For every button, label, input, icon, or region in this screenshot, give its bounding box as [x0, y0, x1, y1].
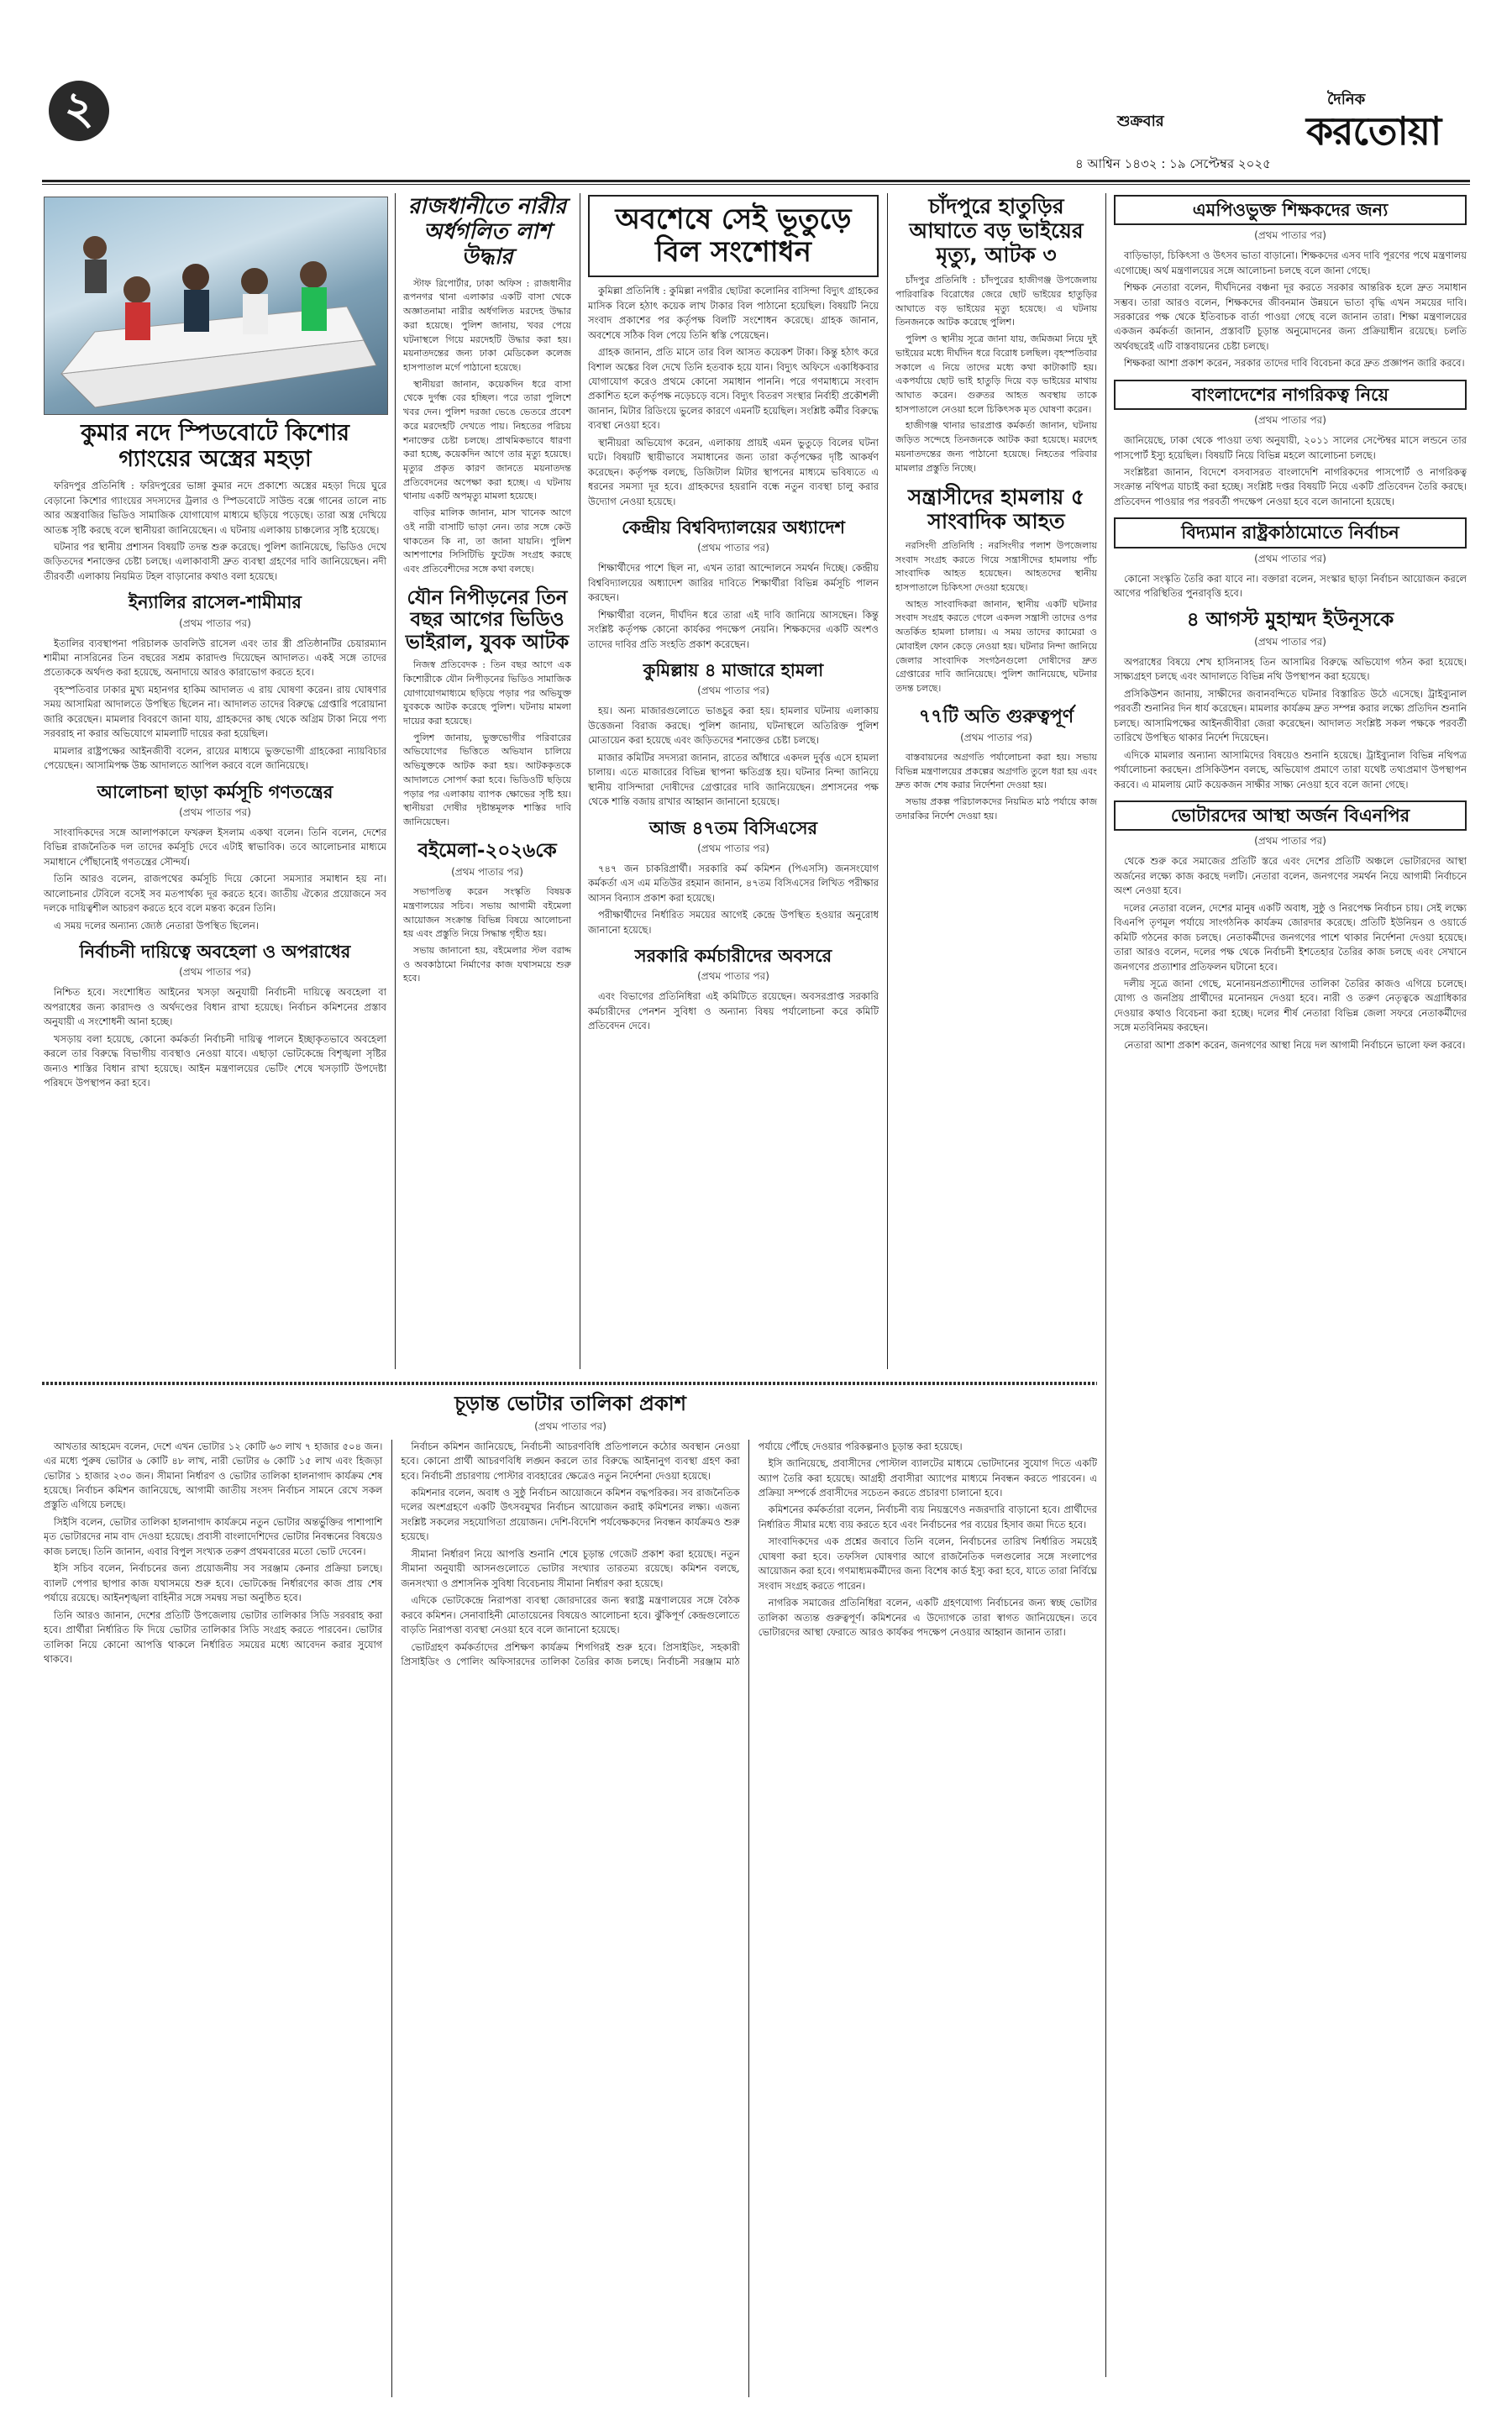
headline-col5-5: ভোটারদের আস্থা অর্জন বিএনপির [1170, 806, 1410, 827]
body-col2-3: সভাপতিত্ব করেন সংস্কৃতি বিষয়ক মন্ত্রণালয়ের সচিব। সভায় আগামী বইমেলা আয়োজন সংক্রান্ত বিভিন্ন বিষয়ে আলোচনা হয় এবং প্রস্তুতি নিয়ে সিদ্ধান্ত গৃহীত হয়। [403, 886, 571, 940]
cont-col5-4: (প্রথম পাতার পর) [1254, 635, 1326, 648]
headline-bottom: চূড়ান্ত ভোটার তালিকা প্রকাশ [454, 1392, 686, 1415]
cont-col5: (প্রথম পাতার পর) [1254, 229, 1326, 242]
paper-name-top: দৈনিক [1327, 91, 1366, 108]
body-col4: চাঁদপুর প্রতিনিধি : চাঁদপুরের হাজীগঞ্জ উপজেলায় পারিবারিক বিরোধের জেরে ছোট ভাইয়ের হাতুড়ির আঘাতে বড় ভাইয়ের মৃত্যু হয়েছে। এ ঘটনায় তিনজনকে আটক করেছে পুলিশ। [895, 275, 1097, 328]
headline-box-col3 [588, 195, 879, 277]
headline-col3-4: আজ ৪৭তম বিসিএসের [648, 817, 818, 838]
headline-col3-3: কুমিল্লায় ৪ মাজারে হামলা [643, 660, 824, 681]
body-col4-3: বাস্তবায়নের অগ্রগতি পর্যালোচনা করা হয়। সভায় বিভিন্ন মন্ত্রণালয়ের প্রকল্পের অগ্রগতি তুলে ধরা হয় এবং দ্রুত কাজ শেষ করার নির্দেশনা দেওয়া হয়। [895, 752, 1097, 791]
headline-col3-2: কেন্দ্রীয় বিশ্ববিদ্যালয়ের অধ্যাদেশ [622, 517, 845, 538]
headline-col3-5: সরকারি কর্মচারীদের অবসরে [634, 946, 832, 967]
cont-col5-2: (প্রথম পাতার পর) [1254, 414, 1326, 427]
photo-image [45, 197, 387, 414]
body-col4-2: নরসিংদী প্রতিনিধি : নরসিংদীর পলাশ উপজেলায় সংবাদ সংগ্রহ করতে গিয়ে সন্ত্রাসীদের হামলায় পাঁচ সাংবাদিক আহত হয়েছেন। আহতদের স্থানীয় হাসপাতালে চিকিৎসা দেওয়া হয়েছে। [895, 539, 1097, 593]
headline-col1-3: আলোচনা ছাড়া কর্মসূচি গণতন্ত্রের [97, 781, 333, 802]
paper-name: করতোয়া [1306, 108, 1441, 154]
headline-col4: চাঁদপুরে হাতুড়ির আঘাতে বড় ভাইয়ের মৃত্যু, আটক ৩ [909, 194, 1084, 267]
body-col5-5: থেকে শুরু করে সমাজের প্রতিটি স্তরে এবং দেশের প্রতিটি অঞ্চলে ভোটারদের আস্থা অর্জনের লক্ষ্যে কাজ করছে দলটি। নেতারা বলেন, জনগণের সমর্থন নিয়ে আগামী নির্বাচনে অংশ নেওয়া হবে। [1114, 855, 1467, 897]
body-col3-4: ৭৪৭ জন চাকরিপ্রার্থী। সরকারি কর্ম কমিশন (পিএসসি) জনসংযোগ কর্মকর্তা এস এম মতিউর রহমান জানান, ৪৭তম বিসিএসের লিখিত পরীক্ষার আসন বিন্যাস প্রকাশ করা হয়েছে। [588, 862, 879, 904]
body-col1-4: নিশ্চিত হবে। সংশোধিত আইনের খসড়া অনুযায়ী নির্বাচনী দায়িত্বে অবহেলা বা অপরাধের জন্য কারাদণ্ড ও অর্থদণ্ডের বিধান রাখা হয়েছে। নির্বাচন কমিশনের প্রস্তাব অনুযায়ী এ সংশোধনী আনা হচ্ছে। [44, 986, 386, 1028]
body-col2: স্টাফ রিপোর্টার, ঢাকা অফিস : রাজধানীর রূপনগর থানা এলাকার একটি বাসা থেকে অজ্ঞাতনামা নারীর অর্ধগলিত মরদেহ উদ্ধার করা হয়েছে। পুলিশ জানায়, খবর পেয়ে ঘটনাস্থলে গিয়ে মরদেহটি উদ্ধার করা হয়। ময়নাতদন্তের জন্য ঢাকা মেডিকেল কলেজ হাসপাতাল মর্গে পাঠানো হয়েছে। [403, 277, 571, 373]
body-col2-2: নিজস্ব প্রতিবেদক : তিন বছর আগে এক কিশোরীকে যৌন নিপীড়নের ভিডিও সামাজিক যোগাযোগমাধ্যমে ছড়িয়ে পড়ার পর অভিযুক্ত যুবককে আটক করেছে পুলিশ। ঘটনায় মামলা দায়ের করা হয়েছে। [403, 659, 571, 727]
body-col5: বাড়িভাড়া, চিকিৎসা ও উৎসব ভাতা বাড়ানো। শিক্ষকদের এসব দাবি পূরণের পথে মন্ত্রণালয় এগোচ্ছে। অর্থ মন্ত্রণালয়ের সঙ্গে আলোচনা চলছে বলে জানা গেছে। [1114, 249, 1467, 276]
body-col5-2: জানিয়েছে, ঢাকা থেকে পাওয়া তথ্য অনুযায়ী, ২০১১ সালের সেপ্টেম্বর মাসে লন্ডনে তার পাসপোর্ট ইস্যু হয়েছিল। বিষয়টি নিয়ে বিভিন্ন মহলে আলোচনা চলছে। [1114, 434, 1467, 461]
masthead-day: শুক্রবার [1117, 113, 1164, 130]
headline-col5-2: বাংলাদেশের নাগরিকত্ব নিয়ে [1192, 384, 1389, 405]
headline-col2-2: যৌন নিপীড়নের তিন বছর আগের ভিডিও ভাইরাল, যুবক আটক [405, 586, 570, 653]
cont-col3-2: (প্রথম পাতার পর) [697, 542, 769, 554]
headline-box-col5-2 [1114, 380, 1467, 410]
photo-speedboat [44, 197, 388, 415]
cont-col5-5: (প্রথম পাতার পর) [1254, 835, 1326, 848]
body-col1-3: সাংবাদিকদের সঙ্গে আলাপকালে ফখরুল ইসলাম একথা বলেন। তিনি বলেন, দেশের বিভিন্ন রাজনৈতিক দল তাদের কর্মসূচি দেবে এটাই স্বাভাবিক। তবে আলোচনার মাধ্যমে সমাধানে পৌঁছানোই গণতন্ত্রের সৌন্দর্য। [44, 826, 386, 868]
cont-col3-3: (প্রথম পাতার পর) [697, 685, 769, 697]
body-col3-5: এবং বিভাগের প্রতিনিধিরা এই কমিটিতে রয়েছেন। অবসরপ্রাপ্ত সরকারি কর্মচারীদের পেনশন সুবিধা ও অন্যান্য বিষয় পর্যালোচনা করে কমিটি প্রতিবেদন দেবে। [588, 990, 879, 1032]
headline-col5: এমপিওভুক্ত শিক্ষকদের জন্য [1192, 200, 1389, 220]
masthead-date: ৪ আশ্বিন ১৪৩২ : ১৯ সেপ্টেম্বর ২০২৫ [1075, 156, 1271, 171]
cont-col2-3: (প্রথম পাতার পর) [451, 866, 523, 879]
headline-col5-3: বিদ্যমান রাষ্ট্রকাঠামোতে নির্বাচন [1181, 522, 1399, 543]
headline-col3: অবশেষে সেই ভূতুড়ে বিল সংশোধন [615, 202, 852, 270]
page-number-badge [49, 81, 109, 141]
cont-col5-3: (প্রথম পাতার পর) [1254, 552, 1326, 564]
body-col5-4: অপরাধের বিষয়ে শেখ হাসিনাসহ তিন আসামির বিরুদ্ধে অভিযোগ গঠন করা হয়েছে। সাক্ষ্যগ্রহণ চলছে এবং আদালতে বিভিন্ন নথি উপস্থাপন করা হয়েছে। [1114, 655, 1467, 683]
headline-col5-4: ৪ আগস্ট মুহাম্মদ ইউনূসকে [1186, 609, 1394, 632]
body-col3-3: হয়। অন্য মাজারগুলোতে ভাঙচুর করা হয়। হামলার ঘটনায় এলাকায় উত্তেজনা বিরাজ করছে। পুলিশ জানায়, ঘটনাস্থলে অতিরিক্ত পুলিশ মোতায়েন করা হয়েছে এবং জড়িতদের শনাক্তের চেষ্টা চলছে। [588, 705, 879, 747]
body-col1: ফরিদপুর প্রতিনিধি : ফরিদপুরের ভাঙ্গা কুমার নদে প্রকাশ্যে অস্ত্রের মহড়া দিয়ে ঘুরে বেড়ানো কিশোর গ্যাংয়ের সদস্যদের ট্রলার ও স্পিডবোটে সাউন্ড বক্সে গানের তালে নাচ আর অস্ত্রবাজির ভিডিও সামাজিক যোগাযোগ মাধ্যমে ছড়িয়ে পড়েছে। তারা অস্ত্র দেখিয়ে আতঙ্ক সৃষ্টি করছে বলে স্থানীয়রা জানিয়েছেন। এ ঘটনায় এলাকায় চাঞ্চল্যের সৃষ্টি হয়েছে। [44, 480, 386, 536]
masthead-rule [42, 180, 1470, 182]
headline-col2-3: বইমেলা-২০২৬কে [417, 839, 557, 862]
headline-box-col5-3 [1114, 517, 1467, 548]
headline-col4-3: ৭৭টি অতি গুরুত্বপূর্ণ [918, 706, 1074, 727]
cont-col1-2: (প্রথম পাতার পর) [179, 617, 251, 629]
cont-col3-5: (প্রথম পাতার পর) [697, 970, 769, 983]
headline-box-col5 [1114, 195, 1467, 225]
page-number: ২ [64, 81, 94, 134]
cont-col4-3: (প্রথম পাতার পর) [960, 732, 1032, 744]
cont-col1-4: (প্রথম পাতার পর) [179, 966, 251, 979]
cont-bottom: (প্রথম পাতার পর) [534, 1420, 606, 1432]
headline-col1-4: নির্বাচনী দায়িত্বে অবহেলা ও অপরাধের [79, 942, 351, 963]
section-divider [42, 1382, 1097, 1385]
newspaper-page: ২ শুক্রবার ৪ আশ্বিন ১৪৩২ : ১৯ সেপ্টেম্বর ২০২৫ দৈনিক করতোয়া কুমার নদে স্পিডবোটে কিশোর গ্যাংয়ের অস্ত্রের মহড়া ফরিদপুর প্রতিনিধি : ফরিদপুরের ভাঙ্গা কুমার নদে প্রকাশ্যে অস্ত্রের মহড়া দিয়ে ঘুরে বেড়ানো কিশোর গ্যাংয়ের সদস্যদের ট্রলার ও স্পিডবোটে সাউন্ড বক্সে গানের তালে নাচ আর অস্ত্রবাজির ভিডিও সামাজিক যোগাযোগ মাধ্যমে ছড়িয়ে পড়েছে। তারা অস্ত্র দেখিয়ে আতঙ্ক সৃষ্টি করছে বলে স্থানীয়রা জানিয়েছেন। এ ঘটনায় এলাকায় চাঞ্চল্যের সৃষ্টি হয়েছে। ঘটনার পর স্থানীয় প্রশাসন বিষয়টি তদন্ত শুরু করেছে। পুলিশ জানিয়েছে, ভিডিও দেখে জড়িতদের শনাক্তের চেষ্টা চলছে। এলাকাবাসী দ্রুত ব্যবস্থা গ্রহণের দাবি জানিয়েছেন। নদী তীরবর্তী এলাকায় নিয়মিত টহল বাড়ানোর কথাও বলা হয়েছে। ইন্যালির রাসেল-শামীমার (প্রথম পাতার পর) ইতালির ব্যবস্থাপনা পরিচালক ডাবলিউ রাসেল এবং তার স্ত্রী প্রতিষ্ঠানটির চেয়ারম্যান শামীমা নাসরিনের তিন বছরের সশ্রম কারাদণ্ড দিয়েছেন আদালত। একই সঙ্গে তাদের প্রত্যেককে অর্থদণ্ড করা হয়েছে, অনাদায়ে আরও কারাভোগ করতে হবে। বৃহস্পতিবার ঢাকার মুখ্য মহানগর হাকিম আদালত এ রায় ঘোষণা করেন। রায় ঘোষণার সময় আসামিরা আদালতে উপস্থিত ছিলেন না। আদালত তাদের বিরুদ্ধে গ্রেপ্তারি পরোয়ানা জারি করেছেন। মামলার বিবরণে জানা যায়, গ্রাহকদের কাছ থেকে অগ্রিম টাকা নিয়ে পণ্য সরবরাহ না করার অভিযোগে মামলাটি দায়ের করা হয়েছিল। মামলার রাষ্ট্রপক্ষের আইনজীবী বলেন, রায়ের মাধ্যমে ভুক্তভোগী গ্রাহকেরা ন্যায়বিচার পেয়েছেন। আসামিপক্ষ উচ্চ আদালতে আপিল করবে বলে জানিয়েছে। আলোচনা ছাড়া কর্মসূচি গণতন্ত্রের (প্রথম পাতার পর) সাংবাদিকদের সঙ্গে আলাপকালে ফখরুল ইসলাম একথা বলেন। তিনি বলেন, দেশের বিভিন্ন রাজনৈতিক দল তাদের কর্মসূচি দেবে এটাই স্বাভাবিক। তবে আলোচনার মাধ্যমে সমাধানে পৌঁছানোই গণতন্ত্রের সৌন্দর্য। তিনি আরও বলেন, রাজপথের কর্মসূচি দিয়ে কোনো সমস্যার সমাধান হয় না। আলোচনার টেবিলে বসেই সব মতপার্থক্য দূর করতে হবে। জাতীয় ঐক্যের প্রয়োজনে সব দলকে দায়িত্বশীল আচরণ করতে হবে বলে মন্তব্য করেন তিনি। এ সময় দলের অন্যান্য জ্যেষ্ঠ নেতারা উপস্থিত ছিলেন। নির্বাচনী দায়িত্বে অবহেলা ও অপরাধের (প্রথম পাতার পর) নিশ্চিত হবে। সংশোধিত আইনের খসড়া অনুযায়ী নির্বাচনী দায়িত্বে অবহেলা বা অপরাধের জন্য কারাদণ্ড ও অর্থদণ্ডের বিধান রাখা হয়েছে। নির্বাচন কমিশনের প্রস্তাব অনুযায়ী এ সংশোধনী আনা হচ্ছে। খসড়ায় বলা হয়েছে, কোনো কর্মকর্তা নির্বাচনী দায়িত্ব পালনে ইচ্ছাকৃতভাবে অবহেলা করলে তার বিরুদ্ধে বিভাগীয় ব্যবস্থাও নেওয়া যাবে। এছাড়া ভোটকেন্দ্রে বিশৃঙ্খলা সৃষ্টির জন্যও শাস্তির বিধান রাখা হয়েছে। আইন মন্ত্রণালয়ের ভেটিং শেষে খসড়াটি উপদেষ্টা পরিষদে উপস্থাপন করা হবে। রাজধানীতে নারীর অর্ধগলিত লাশ উদ্ধার স্টাফ রিপোর্টার, ঢাকা অফিস : রাজধানীর রূপনগর থানা এলাকার একটি বাসা থেকে অজ্ঞাতনামা নারীর অর্ধগলিত মরদেহ উদ্ধার করা হয়েছে। পুলিশ জানায়, খবর পেয়ে ঘটনাস্থলে গিয়ে মরদেহটি উদ্ধার করা হয়। ময়নাতদন্তের জন্য ঢাকা মেডিকেল কলেজ হাসপাতাল মর্গে পাঠানো হয়েছে। স্থানীয়রা জানান, কয়েকদিন ধরে বাসা থেকে দুর্গন্ধ বের হচ্ছিল। পরে তারা পুলিশে খবর দেন। পুলিশ দরজা ভেঙে ভেতরে প্রবেশ করে মরদেহটি দেখতে পায়। নিহতের পরিচয় শনাক্তের চেষ্টা চলছে। প্রাথমিকভাবে ধারণা করা হচ্ছে, কয়েকদিন আগে তার মৃত্যু হয়েছে। মৃত্যুর প্রকৃত কারণ জানতে ময়নাতদন্ত প্রতিবেদনের অপেক্ষা করা হচ্ছে। এ ঘটনায় থানায় একটি অপমৃত্যু মামলা হয়েছে। বাড়ির মালিক জানান, মাস খানেক আগে ওই নারী বাসাটি ভাড়া নেন। তার সঙ্গে কেউ থাকতেন কি না, তা জানা যায়নি। পুলিশ আশপাশের সিসিটিভি ফুটেজ সংগ্রহ করছে এবং প্রতিবেশীদের সঙ্গে কথা বলছে। যৌন নিপীড়নের তিন বছর আগের ভিডিও ভাইরাল, যুবক আটক নিজস্ব প্রতিবেদক : তিন বছর আগে এক কিশোরীকে যৌন নিপীড়নের ভিডিও সামাজিক যোগাযোগমাধ্যমে ছড়িয়ে পড়ার পর অভিযুক্ত যুবককে আটক করেছে পুলিশ। ঘটনায় মামলা দায়ের করা হয়েছে। পুলিশ জানায়, ভুক্তভোগীর পরিবারের অভিযোগের ভিত্তিতে অভিযান চালিয়ে অভিযুক্তকে আটক করা হয়। আটককৃতকে আদালতে সোপর্দ করা হবে। ভিডিওটি ছড়িয়ে পড়ার পর এলাকায় ব্যাপক ক্ষোভের সৃষ্টি হয়। স্থানীয়রা দোষীর দৃষ্টান্তমূলক শাস্তির দাবি জানিয়েছেন। বইমেলা-২০২৬কে (প্রথম পাতার পর) সভাপতিত্ব করেন সংস্কৃতি বিষয়ক মন্ত্রণালয়ের সচিব। সভায় আগামী বইমেলা আয়োজন সংক্রান্ত বিভিন্ন বিষয়ে আলোচনা হয় এবং প্রস্তুতি নিয়ে সিদ্ধান্ত গৃহীত হয়। সভায় জানানো হয়, বইমেলার স্টল বরাদ্দ ও অবকাঠামো নির্মাণের কাজ যথাসময়ে শুরু হবে। অবশেষে সেই ভূতুড়ে বিল সংশোধন কুমিল্লা প্রতিনিধি : কুমিল্লা নগরীর ছোটরা কলোনির বাসিন্দা বিদ্যুৎ গ্রাহকের মাসিক বিলে হঠাৎ কয়েক লাখ টাকার বিল পাঠানো হয়েছিল। বিষয়টি নিয়ে সংবাদ প্রকাশের পর কর্তৃপক্ষ বিলটি সংশোধন করেছে। গ্রাহক জানান, অবশেষে সঠিক বিল পেয়ে তিনি স্বস্তি পেয়েছেন। গ্রাহক জানান, প্রতি মাসে তার বিল আসত কয়েকশ টাকা। কিন্তু হঠাৎ করে বিশাল অঙ্কের বিল দেখে তিনি হতবাক হয়ে যান। বিদ্যুৎ অফিসে একাধিকবার যোগাযোগ করেও প্রথমে কোনো সমাধান পাননি। পরে গণমাধ্যমে সংবাদ প্রকাশিত হলে কর্তৃপক্ষ নড়েচড়ে বসে। বিদ্যুৎ বিতরণ সংস্থার নির্বাহী প্রকৌশলী জানান, মিটার রিডিংয়ে ভুলের কারণে এমনটি হয়েছিল। সংশ্লিষ্ট কর্মীর বিরুদ্ধে ব্যবস্থা নেওয়া হবে। স্থানীয়রা অভিযোগ করেন, এলাকায় প্রায়ই এমন ভুতুড়ে বিলের ঘটনা ঘটে। বিষয়টি স্থায়ীভাবে সমাধানের জন্য তারা কর্তৃপক্ষের দৃষ্টি আকর্ষণ করেছেন। কর্তৃপক্ষ বলছে, ডিজিটাল মিটার স্থাপনের মাধ্যমে ভবিষ্যতে এ ধরনের সমস্যা দূর হবে। গ্রাহকদের হয়রানি বন্ধে নতুন ব্যবস্থা চালু করার উদ্যোগ নেওয়া হয়েছে। কেন্দ্রীয় বিশ্ববিদ্যালয়ের অধ্যাদেশ (প্রথম পাতার পর) শিক্ষার্থীদের পাশে ছিল না, এখন তারা আন্দোলনে সমর্থন দিচ্ছে। কেন্দ্রীয় বিশ্ববিদ্যালয়ের অধ্যাদেশ জারির দাবিতে শিক্ষার্থীরা বিভিন্ন কর্মসূচি পালন করছেন। শিক্ষার্থীরা বলেন, দীর্ঘদিন ধরে তারা এই দাবি জানিয়ে আসছেন। কিন্তু সংশ্লিষ্ট কর্তৃপক্ষ কোনো কার্যকর পদক্ষেপ নেয়নি। শিক্ষকদের একটি অংশও তাদের দাবির প্রতি সংহতি প্রকাশ করেছেন। কুমিল্লায় ৪ মাজারে হামলা (প্রথম পাতার পর) হয়। অন্য মাজারগুলোতে ভাঙচুর করা হয়। হামলার ঘটনায় এলাকায় উত্তেজনা বিরাজ করছে। পুলিশ জানায়, ঘটনাস্থলে অতিরিক্ত পুলিশ মোতায়েন করা হয়েছে এবং জড়িতদের শনাক্তের চেষ্টা চলছে। মাজার কমিটির সদস্যরা জানান, রাতের আঁধারে একদল দুর্বৃত্ত এসে হামলা চালায়। এতে মাজারের বিভিন্ন স্থাপনা ক্ষতিগ্রস্ত হয়। ঘটনার নিন্দা জানিয়ে স্থানীয় বাসিন্দারা দোষীদের গ্রেপ্তারের দাবি জানিয়েছেন। প্রশাসনের পক্ষ থেকে শান্তি বজায় রাখার আহ্বান জানানো হয়েছে। আজ ৪৭তম বিসিএসের (প্রথম পাতার পর) ৭৪৭ জন চাকরিপ্রার্থী। সরকারি কর্ম কমিশন (পিএসসি) জনসংযোগ কর্মকর্তা এস এম মতিউর রহমান জানান, ৪৭তম বিসিএসের লিখিত পরীক্ষার আসন বিন্যাস প্রকাশ করা হয়েছে। পরীক্ষার্থীদের নির্ধারিত সময়ের আগেই কেন্দ্রে উপস্থিত হওয়ার অনুরোধ জানানো হয়েছে। সরকারি কর্মচারীদের অবসরে (প্রথম পাতার পর) এবং বিভাগের প্রতিনিধিরা এই কমিটিতে রয়েছেন। অবসরপ্রাপ্ত সরকারি কর্মচারীদের পেনশন সুবিধা ও অন্যান্য বিষয় পর্যালোচনা করে কমিটি প্রতিবেদন দেবে। চাঁদপুরে হাতুড়ির আঘাতে বড় ভাইয়ের মৃত্যু, আটক ৩ চাঁদপুর প্রতিনিধি : চাঁদপুরের হাজীগঞ্জ উপজেলায় পারিবারিক বিরোধের জেরে ছোট ভাইয়ের হাতুড়ির আঘাতে বড় ভাইয়ের মৃত্যু হয়েছে। এ ঘটনায় তিনজনকে আটক করেছে পুলিশ। পুলিশ ও স্থানীয় সূত্রে জানা যায়, জমিজমা নিয়ে দুই ভাইয়ের মধ্যে দীর্ঘদিন ধরে বিরোধ চলছিল। বৃহস্পতিবার সকালে এ নিয়ে তাদের মধ্যে কথা কাটাকাটি হয়। একপর্যায়ে ছোট ভাই হাতুড়ি দিয়ে বড় ভাইয়ের মাথায় আঘাত করেন। গুরুতর আহত অবস্থায় তাকে হাসপাতালে নেওয়া হলে চিকিৎসক মৃত ঘোষণা করেন। হাজীগঞ্জ থানার ভারপ্রাপ্ত কর্মকর্তা জানান, ঘটনায় জড়িত সন্দেহে তিনজনকে আটক করা হয়েছে। মরদেহ ময়নাতদন্তের জন্য পাঠানো হয়েছে। নিহতের পরিবার মামলার প্রস্তুতি নিচ্ছে। সন্ত্রাসীদের হামলায় ৫ সাংবাদিক আহত নরসিংদী প্রতিনিধি : নরসিংদীর পলাশ উপজেলায় সংবাদ সংগ্রহ করতে গিয়ে সন্ত্রাসীদের হামলায় পাঁচ সাংবাদিক আহত হয়েছেন। আহতদের স্থানীয় হাসপাতালে চিকিৎসা দেওয়া হয়েছে। আহত সাংবাদিকরা জানান, স্থানীয় একটি ঘটনার সংবাদ সংগ্রহ করতে গেলে একদল সন্ত্রাসী তাদের ওপর অতর্কিত হামলা চালায়। এ সময় তাদের ক্যামেরা ও মোবাইল ফোন কেড়ে নেওয়া হয়। ঘটনার নিন্দা জানিয়ে জেলার সাংবাদিক সংগঠনগুলো দোষীদের দ্রুত গ্রেপ্তারের দাবি জানিয়েছে। পুলিশ জানিয়েছে, ঘটনার তদন্ত চলছে। ৭৭টি অতি গুরুত্বপূর্ণ (প্রথম পাতার পর) বাস্তবায়নের অগ্রগতি পর্যালোচনা করা হয়। সভায় বিভিন্ন মন্ত্রণালয়ের প্রকল্পের অগ্রগতি তুলে ধরা হয় এবং দ্রুত কাজ শেষ করার নির্দেশনা দেওয়া হয়। সভায় প্রকল্প পরিচালকদের নিয়মিত মাঠ পর্যায়ে কাজ তদারকির নির্দেশ দেওয়া হয়। এমপিওভুক্ত শিক্ষকদের জন্য (প্রথম পাতার পর) বাড়িভাড়া, চিকিৎসা ও উৎসব ভাতা বাড়ানো। শিক্ষকদের এসব দাবি পূরণের পথে মন্ত্রণালয় এগোচ্ছে। অর্থ মন্ত্রণালয়ের সঙ্গে আলোচনা চলছে বলে জানা গেছে। শিক্ষক নেতারা বলেন, দীর্ঘদিনের বঞ্চনা দূর করতে সরকার আন্তরিক হলে দ্রুত সমাধান সম্ভব। তারা আরও বলেন, শিক্ষকদের জীবনমান উন্নয়নে ভাতা বৃদ্ধি এখন সময়ের দাবি। সরকারের পক্ষ থেকে ইতিবাচক বার্তা পাওয়া গেছে বলে জানান তারা। শিক্ষা মন্ত্রণালয়ের একজন কর্মকর্তা জানান, প্রস্তাবটি চূড়ান্ত অনুমোদনের জন্য প্রক্রিয়াধীন রয়েছে। চলতি অর্থবছরেই এটি বাস্তবায়নের চেষ্টা চলছে। শিক্ষকরা আশা প্রকাশ করেন, সরকার তাদের দাবি বিবেচনা করে দ্রুত প্রজ্ঞাপন জারি করবে। বাংলাদেশের নাগরিকত্ব নিয়ে (প্রথম পাতার পর) জানিয়েছে, ঢাকা থেকে পাওয়া তথ্য অনুযায়ী, ২০১১ সালের সেপ্টেম্বর মাসে লন্ডনে তার পাসপোর্ট ইস্যু হয়েছিল। বিষয়টি নিয়ে বিভিন্ন মহলে আলোচনা চলছে। সংশ্লিষ্টরা জানান, বিদেশে বসবাসরত বাংলাদেশি নাগরিকদের পাসপোর্ট ও নাগরিকত্ব সংক্রান্ত নথিপত্র যাচাই করা হচ্ছে। সংশ্লিষ্ট দপ্তর বিষয়টি নিয়ে একটি প্রতিবেদন তৈরি করছে। প্রতিবেদন পাওয়ার পর পরবর্তী পদক্ষেপ নেওয়া হবে বলে জানানো হয়েছে। বিদ্যমান রাষ্ট্রকাঠামোতে নির্বাচন (প্রথম পাতার পর) কোনো সংস্কৃতি তৈরি করা যাবে না। বক্তারা বলেন, সংস্কার ছাড়া নির্বাচন আয়োজন করলে আগের পরিস্থিতির পুনরাবৃত্তি হবে। ৪ আগস্ট মুহাম্মদ ইউনূসকে (প্রথম পাতার পর) অপরাধের বিষয়ে শেখ হাসিনাসহ তিন আসামির বিরুদ্ধে অভিযোগ গঠন করা হয়েছে। সাক্ষ্যগ্রহণ চলছে এবং আদালতে বিভিন্ন নথি উপস্থাপন করা হয়েছে। প্রসিকিউশন জানায়, সাক্ষীদের জবানবন্দিতে ঘটনার বিস্তারিত উঠে এসেছে। ট্রাইব্যুনাল পরবর্তী শুনানির দিন ধার্য করেছেন। মামলার কার্যক্রম দ্রুত সম্পন্ন করার লক্ষ্যে প্রতিদিন শুনানি চলছে। আসামিপক্ষের আইনজীবীরা জেরা করেছেন। আদালত সংশ্লিষ্ট সকল পক্ষকে পরবর্তী তারিখে উপস্থিত থাকার নির্দেশ দিয়েছেন। এদিকে মামলার অন্যান্য আসামিদের বিষয়েও শুনানি হয়েছে। ট্রাইব্যুনাল বিভিন্ন নথিপত্র পর্যালোচনা করছেন। প্রসিকিউশন বলছে, অভিযোগ প্রমাণে তারা যথেষ্ট তথ্যপ্রমাণ উপস্থাপন করবে। এ মামলায় মোট কয়েকজন সাক্ষীর সাক্ষ্য নেওয়া হবে বলে জানা গেছে। ভোটারদের আস্থা অর্জন বিএনপির (প্রথম পাতার পর) থেকে শুরু করে সমাজের প্রতিটি স্তরে এবং দেশের প্রতিটি অঞ্চলে ভোটারদের আস্থা অর্জনের লক্ষ্যে কাজ করছে দলটি। নেতারা বলেন, জনগণের সমর্থন নিয়ে আগামী নির্বাচনে অংশ নেওয়া হবে। দলের নেতারা বলেন, দেশের মানুষ একটি অবাধ, সুষ্ঠু ও নিরপেক্ষ নির্বাচন চায়। সেই লক্ষ্যে বিএনপি তৃণমূল পর্যায়ে সাংগঠনিক কার্যক্রম জোরদার করেছে। প্রতিটি ইউনিয়ন ও ওয়ার্ডে কমিটি গঠনের কাজ চলছে। নেতাকর্মীদের জনগণের পাশে থাকার নির্দেশনা দেওয়া হয়েছে। তারা আরও বলেন, দলের পক্ষ থেকে নির্বাচনী ইশতেহার তৈরির কাজ চলছে এবং সেখানে জনগণের প্রত্যাশার প্রতিফলন ঘটানো হবে। দলীয় সূত্রে জানা গেছে, মনোনয়নপ্রত্যাশীদের তালিকা তৈরির কাজও এগিয়ে চলেছে। যোগ্য ও জনপ্রিয় প্রার্থীদের মনোনয়ন দেওয়া হবে। নারী ও তরুণ নেতৃত্বকে অগ্রাধিকার দেওয়ার কথাও বিবেচনা করা হচ্ছে। দলের শীর্ষ নেতারা বিভিন্ন জেলা সফরে নেতাকর্মীদের সঙ্গে মতবিনিময় করছেন। নেতারা আশা প্রকাশ করেন, জনগণের আস্থা নিয়ে দল আগামী নির্বাচনে ভালো ফল করবে। চূড়ান্ত ভোটার তালিকা প্রকাশ (প্রথম পাতার পর) আখতার আহমেদ বলেন, দেশে এখন ভোটার ১২ কোটি ৬৩ লাখ ৭ হাজার ৫০৪ জন। এর মধ্যে পুরুষ ভোটার ৬ কোটি ৪৮ লাখ, নারী ভোটার ৬ কোটি ১৫ লাখ এবং হিজড়া ভোটার ১ হাজার ২৩০ জন। সীমানা নির্ধারণ ও ভোটার তালিকা হালনাগাদ কার্যক্রম শেষ হয়েছে। নির্বাচন কমিশন জানিয়েছে, আগামী জাতীয় সংসদ নির্বাচন সামনে রেখে সকল প্রস্তুতি এগিয়ে চলছে। সিইসি বলেন, ভোটার তালিকা হালনাগাদ কার্যক্রমে নতুন ভোটার অন্তর্ভুক্তির পাশাপাশি মৃত ভোটারদের নাম বাদ দেওয়া হয়েছে। প্রবাসী বাংলাদেশিদের ভোটার নিবন্ধনের বিষয়েও কাজ চলছে। তিনি জানান, এবার বিপুল সংখ্যক তরুণ প্রথমবারের মতো ভোট দেবেন। ইসি সচিব বলেন, নির্বাচনের জন্য প্রয়োজনীয় সব সরঞ্জাম কেনার প্রক্রিয়া চলছে। ব্যালট পেপার ছাপার কাজ যথাসময়ে শুরু হবে। ভোটকেন্দ্র নির্ধারণের কাজ প্রায় শেষ পর্যায়ে রয়েছে। আইনশৃঙ্খলা বাহিনীর সঙ্গে সমন্বয় সভা অনুষ্ঠিত হবে। তিনি আরও জানান, দেশের প্রতিটি উপজেলায় ভোটার তালিকার সিডি সরবরাহ করা হবে। প্রার্থীরা নির্ধারিত ফি দিয়ে ভোটার তালিকার সিডি সংগ্রহ করতে পারবেন। ভোটার তালিকা নিয়ে কোনো আপত্তি থাকলে নির্ধারিত সময়ের মধ্যে আবেদন করার সুযোগ থাকবে। নির্বাচন কমিশন জানিয়েছে, নির্বাচনী আচরণবিধি প্রতিপালনে কঠোর অবস্থান নেওয়া হবে। কোনো প্রার্থী আচরণবিধি লঙ্ঘন করলে তার বিরুদ্ধে আইনানুগ ব্যবস্থা গ্রহণ করা হবে। নির্বাচনী প্রচারণায় পোস্টার ব্যবহারের ক্ষেত্রেও নতুন নির্দেশনা দেওয়া হয়েছে। কমিশনার বলেন, অবাধ ও সুষ্ঠু নির্বাচন আয়োজনে কমিশন বদ্ধপরিকর। সব রাজনৈতিক দলের অংশগ্রহণে একটি উৎসবমুখর নির্বাচন আয়োজন করাই কমিশনের লক্ষ্য। এজন্য সংশ্লিষ্ট সকলের সহযোগিতা প্রয়োজন। দেশি-বিদেশি পর্যবেক্ষকদের নিবন্ধন কার্যক্রমও শুরু হয়েছে। সীমানা নির্ধারণ নিয়ে আপত্তি শুনানি শেষে চূড়ান্ত গেজেট প্রকাশ করা হয়েছে। নতুন সীমানা অনুযায়ী আসনগুলোতে ভোটার সংখ্যার তারতম্য রয়েছে। কমিশন বলছে, জনসংখ্যা ও প্রশাসনিক সুবিধা বিবেচনায় সীমানা নির্ধারণ করা হয়েছে। এদিকে ভোটকেন্দ্রে নিরাপত্তা ব্যবস্থা জোরদারের জন্য স্বরাষ্ট্র মন্ত্রণালয়ের সঙ্গে বৈঠক করবে কমিশন। সেনাবাহিনী মোতায়েনের বিষয়েও আলোচনা হবে। ঝুঁকিপূর্ণ কেন্দ্রগুলোতে বাড়তি নিরাপত্তা ব্যবস্থা নেওয়া হবে বলে জানানো হয়েছে। ভোটগ্রহণ কর্মকর্তাদের প্রশিক্ষণ কার্যক্রম শিগগিরই শুরু হবে। প্রিসাইডিং, সহকারী প্রিসাইডিং ও পোলিং অফিসারদের তালিকা তৈরির কাজ চলছে। নির্বাচনী সরঞ্জাম মাঠ পর্যায়ে পৌঁছে দেওয়ার পরিকল্পনাও চূড়ান্ত করা হয়েছে। ইসি জানিয়েছে, প্রবাসীদের পোস্টাল ব্যালটের মাধ্যমে ভোটদানের সুযোগ দিতে একটি অ্যাপ তৈরি করা হয়েছে। আগ্রহী প্রবাসীরা অ্যাপের মাধ্যমে নিবন্ধন করতে পারবেন। এ প্রক্রিয়া সম্পর্কে প্রবাসীদের সচেতন করতে প্রচারণা চালানো হবে। কমিশনের কর্মকর্তারা বলেন, নির্বাচনী ব্যয় নিয়ন্ত্রণেও নজরদারি বাড়ানো হবে। প্রার্থীদের নির্ধারিত সীমার মধ্যে ব্যয় করতে হবে এবং নির্বাচনের পর ব্যয়ের হিসাব জমা দিতে হবে। সাংবাদিকদের এক প্রশ্নের জবাবে তিনি বলেন, নির্বাচনের তারিখ নির্ধারিত সময়েই ঘোষণা করা হবে। তফসিল ঘোষণার আগে রাজনৈতিক দলগুলোর সঙ্গে সংলাপের আয়োজন করা হবে। গণমাধ্যমকর্মীদের জন্য বিশেষ কার্ড ইস্যু করা হবে, যাতে তারা নির্বিঘ্নে সংবাদ সংগ্রহ করতে পারেন। নাগরিক সমাজের প্রতিনিধিরা বলেন, একটি গ্রহণযোগ্য নির্বাচনের জন্য স্বচ্ছ ভোটার তালিকা অত্যন্ত গুরুত্বপূর্ণ। কমিশনের এ উদ্যোগকে তারা স্বাগত জানিয়েছেন। তবে ভোটারদের আস্থা ফেরাতে আরও কার্যকর পদক্ষেপ নেওয়ার আহ্বান জানান তারা। [0, 0, 1512, 2430]
body-col1-2: ইতালির ব্যবস্থাপনা পরিচালক ডাবলিউ রাসেল এবং তার স্ত্রী প্রতিষ্ঠানটির চেয়ারম্যান শামীমা নাসরিনের তিন বছরের সশ্রম কারাদণ্ড দিয়েছেন আদালত। একই সঙ্গে তাদের প্রত্যেককে অর্থদণ্ড করা হয়েছে, অনাদায়ে আরও কারাভোগ করতে হবে। [44, 637, 386, 679]
body-col5-3: কোনো সংস্কৃতি তৈরি করা যাবে না। বক্তারা বলেন, সংস্কার ছাড়া নির্বাচন আয়োজন করলে আগের পরিস্থিতির পুনরাবৃত্তি হবে। [1114, 572, 1467, 599]
headline-col2: রাজধানীতে নারীর অর্ধগলিত লাশ উদ্ধার [407, 194, 567, 270]
cont-col1-3: (প্রথম পাতার পর) [179, 806, 251, 818]
headline-col1: কুমার নদে স্পিডবোটে কিশোর গ্যাংয়ের অস্ত্রের মহড়া [81, 420, 349, 473]
headline-col1-2: ইন্যালির রাসেল-শামীমার [129, 592, 302, 613]
headline-col4-2: সন্ত্রাসীদের হামলায় ৫ সাংবাদিক আহত [907, 485, 1085, 534]
cont-col3-4: (প্রথম পাতার পর) [697, 842, 769, 854]
body-bottom: আখতার আহমেদ বলেন, দেশে এখন ভোটার ১২ কোটি ৬৩ লাখ ৭ হাজার ৫০৪ জন। এর মধ্যে পুরুষ ভোটার ৬ কোটি ৪৮ লাখ, নারী ভোটার ৬ কোটি ১৫ লাখ এবং হিজড়া ভোটার ১ হাজার ২৩০ জন। সীমানা নির্ধারণ ও ভোটার তালিকা হালনাগাদ কার্যক্রম শেষ হয়েছে। নির্বাচন কমিশন জানিয়েছে, আগামী জাতীয় সংসদ নির্বাচন সামনে রেখে সকল প্রস্তুতি এগিয়ে চলছে। [44, 1440, 383, 1511]
body-col3: কুমিল্লা প্রতিনিধি : কুমিল্লা নগরীর ছোটরা কলোনির বাসিন্দা বিদ্যুৎ গ্রাহকের মাসিক বিলে হঠাৎ কয়েক লাখ টাকার বিল পাঠানো হয়েছিল। বিষয়টি নিয়ে সংবাদ প্রকাশের পর কর্তৃপক্ষ বিলটি সংশোধন করেছে। গ্রাহক জানান, অবশেষে সঠিক বিল পেয়ে তিনি স্বস্তি পেয়েছেন। [588, 285, 879, 341]
headline-box-col5-5 [1114, 800, 1467, 831]
body-col3-2: শিক্ষার্থীদের পাশে ছিল না, এখন তারা আন্দোলনে সমর্থন দিচ্ছে। কেন্দ্রীয় বিশ্ববিদ্যালয়ের অধ্যাদেশ জারির দাবিতে শিক্ষার্থীরা বিভিন্ন কর্মসূচি পালন করছেন। [588, 562, 879, 604]
